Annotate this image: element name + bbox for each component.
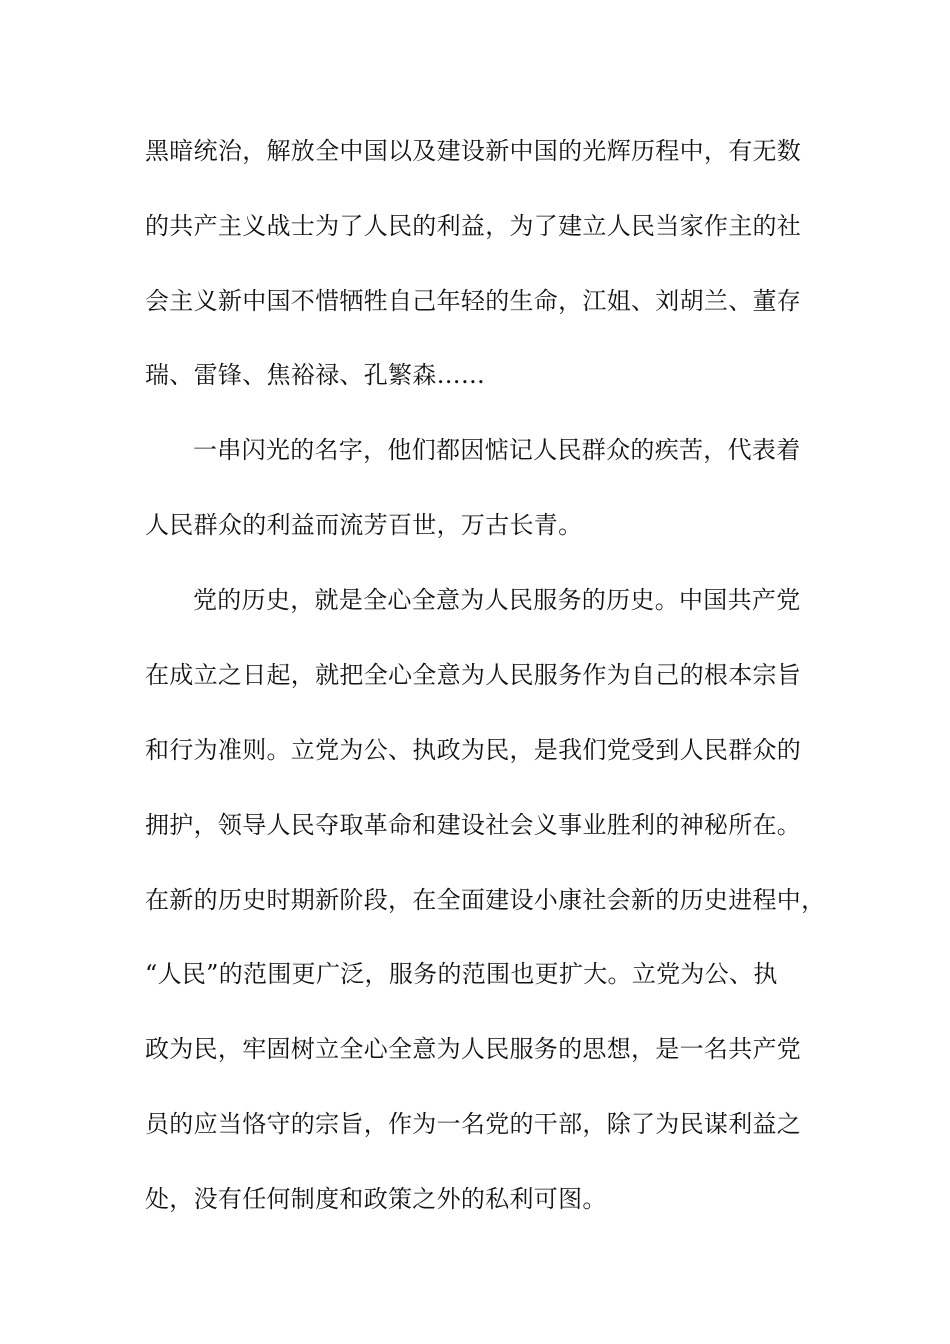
text-line: 拥护，领导人民夺取革命和建设社会义事业胜利的神秘所在。 [145, 811, 802, 839]
text-line: 在成立之日起，就把全心全意为人民服务作为自己的根本宗旨 [145, 661, 802, 689]
text-line: 黑暗统治，解放全中国以及建设新中国的光辉历程中，有无数 [145, 137, 802, 165]
text-line: 的共产主义战士为了人民的利益，为了建立人民当家作主的社 [145, 212, 802, 240]
paragraph-first-line: 党的历史，就是全心全意为人民服务的历史。中国共产党 [193, 586, 801, 614]
text-line: 政为民，牢固树立全心全意为人民服务的思想，是一名共产党 [145, 1035, 802, 1063]
text-line: 瑞、雷锋、焦裕禄、孔繁森…… [145, 361, 486, 389]
paragraph-first-line: 一串闪光的名字，他们都因惦记人民群众的疾苦，代表着 [193, 436, 801, 464]
text-line: “人民”的范围更广泛，服务的范围也更扩大。立党为公、执 [145, 960, 778, 988]
text-line: 人民群众的利益而流芳百世，万古长青。 [145, 511, 583, 539]
text-line: 和行为准则。立党为公、执政为民，是我们党受到人民群众的 [145, 736, 802, 764]
text-line: 处，没有任何制度和政策之外的私利可图。 [145, 1185, 607, 1213]
text-line: 员的应当恪守的宗旨，作为一名党的干部，除了为民谋利益之 [145, 1110, 802, 1138]
text-line: 会主义新中国不惜牺牲自己年轻的生命，江姐、刘胡兰、董存 [145, 287, 802, 315]
text-line: 在新的历史时期新阶段，在全面建设小康社会新的历史进程中， [145, 886, 826, 914]
